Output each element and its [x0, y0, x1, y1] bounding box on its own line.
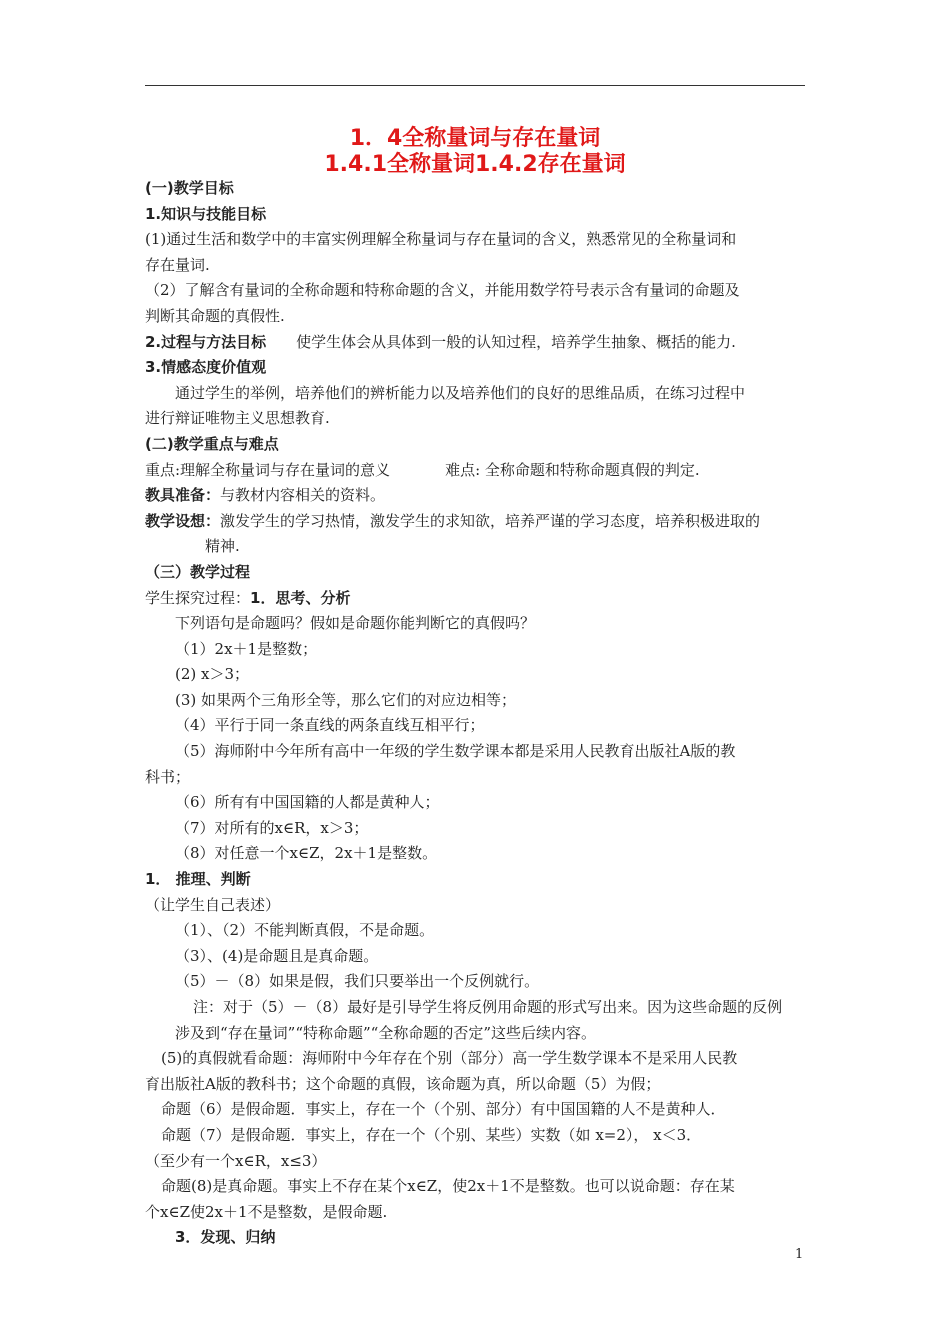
- explore-label: 学生探究过程：: [145, 588, 251, 607]
- section-heading-keypoints: (二)教学重点与难点: [145, 434, 279, 453]
- list-item: （3）、(4)是命题且是真命题。: [175, 946, 379, 965]
- header-rule: [145, 85, 805, 86]
- difficulty-text: 难点: 全称命题和特称命题真假的判定.: [445, 460, 700, 479]
- prep-text: 与教材内容相关的资料。: [220, 486, 386, 505]
- list-item: （6）所有有中国国籍的人都是黄种人；: [175, 793, 440, 812]
- explore-step: 1．思考、分析: [250, 588, 351, 607]
- document-subtitle: 1.4.1全称量词1.4.2存在量词: [324, 152, 626, 177]
- paragraph-line: 个x∈Z使2x＋1不是整数，是假命题.: [145, 1202, 388, 1221]
- section-heading-objectives: (一)教学目标: [145, 179, 234, 197]
- prep-line: [145, 483, 810, 509]
- paragraph-line: 精神.: [205, 537, 240, 556]
- paragraph-line: 命题（7）是假命题．事实上，存在一个（个别、某些）实数（如 x=2）， x＜3．: [161, 1125, 702, 1144]
- design-text: 激发学生的学习热情，激发学生的求知欲，培养严谨的学习态度，培养积极进取的: [220, 511, 761, 530]
- list-item: 科书；: [145, 767, 191, 786]
- paragraph-line: 存在量词.: [145, 255, 210, 274]
- paragraph-line: 通过学生的举例，培养他们的辨析能力以及培养他们的良好的思维品质，在练习过程中: [175, 383, 746, 402]
- paragraph-line: （2）了解含有量词的全称命题和特称命题的含义，并能用数学符号表示含有量词的命题及: [145, 281, 740, 300]
- explore-line: [145, 586, 810, 612]
- process-goal-text: 使学生体会从具体到一般的认知过程，培养学生抽象、概括的能力.: [296, 332, 736, 351]
- paragraph-line: （至少有一个x∈R，x≤3）: [145, 1151, 327, 1170]
- list-item: （5）海师附中今年所有高中一年级的学生数学课本都是采用人民教育出版社A版的教: [175, 742, 736, 761]
- list-item: （7）对所有的x∈R，x＞3；: [175, 818, 369, 837]
- paragraph-line: 命题（6）是假命题．事实上，存在一个（个别、部分）有中国国籍的人不是黄种人．: [161, 1100, 726, 1119]
- list-item: (2) x＞3；: [175, 665, 250, 684]
- paragraph-line: （让学生自己表述）: [145, 895, 281, 914]
- list-item: (3) 如果两个三角形全等，那么它们的对应边相等；: [175, 690, 517, 709]
- subheading-discover: 3．发现、归纳: [175, 1228, 276, 1247]
- paragraph-line: 判断其命题的真假性.: [145, 306, 285, 325]
- list-item: （5）－（8）如果是假，我们只要举出一个反例就行。: [175, 972, 540, 991]
- paragraph-line: 命题(8)是真命题。事实上不存在某个x∈Z，使2x＋1不是整数。也可以说命题：存在某: [161, 1177, 735, 1196]
- subheading-emotion: 3.情感态度价值观: [145, 358, 267, 377]
- paragraph-line: 注：对于（5）－（8）最好是引导学生将反例用命题的形式写出来。因为这些命题的反例: [193, 998, 783, 1016]
- list-item: （1）、（2）不能判断真假，不是命题。: [175, 921, 435, 940]
- document-title: 1．4全称量词与存在量词: [349, 126, 601, 151]
- list-item: （1）2x＋1是整数；: [175, 639, 318, 658]
- paragraph-line: 涉及到“存在量词”“特称命题”“全称命题的否定”这些后续内容。: [175, 1023, 597, 1042]
- keypoints-line: [145, 458, 810, 484]
- prep-label: 教具准备：: [145, 486, 221, 505]
- document-body: [145, 176, 810, 1251]
- page-number: 1: [795, 1247, 804, 1262]
- paragraph-line: (5)的真假就看命题：海师附中今年存在个别（部分）高一学生数学课本不是采用人民教: [161, 1049, 738, 1068]
- list-item: （8）对任意一个x∈Z，2x＋1是整数。: [175, 844, 438, 863]
- design-label: 教学设想：: [145, 511, 221, 530]
- list-item: （4）平行于同一条直线的两条直线互相平行；: [175, 716, 485, 735]
- subheading-reasoning: 1． 推理、判断: [145, 870, 251, 889]
- paragraph-line: (1)通过生活和数学中的丰富实例理解全称量词与存在量词的含义，熟悉常见的全称量词和: [145, 230, 737, 249]
- focus-text: 重点:理解全称量词与存在量词的意义: [145, 460, 391, 479]
- design-line: [145, 509, 810, 535]
- question-line: 下列语句是命题吗？假如是命题你能判断它的真假吗？: [175, 614, 536, 633]
- paragraph-line: 进行辩证唯物主义思想教育.: [145, 409, 330, 428]
- paragraph-line: 育出版社A版的教科书；这个命题的真假，该命题为真，所以命题（5）为假；: [145, 1074, 661, 1093]
- process-goal-line: [145, 330, 810, 356]
- subheading-process: 2.过程与方法目标: [145, 332, 267, 351]
- section-heading-process: （三）教学过程: [145, 562, 251, 581]
- subheading-knowledge: 1.知识与技能目标: [145, 204, 267, 223]
